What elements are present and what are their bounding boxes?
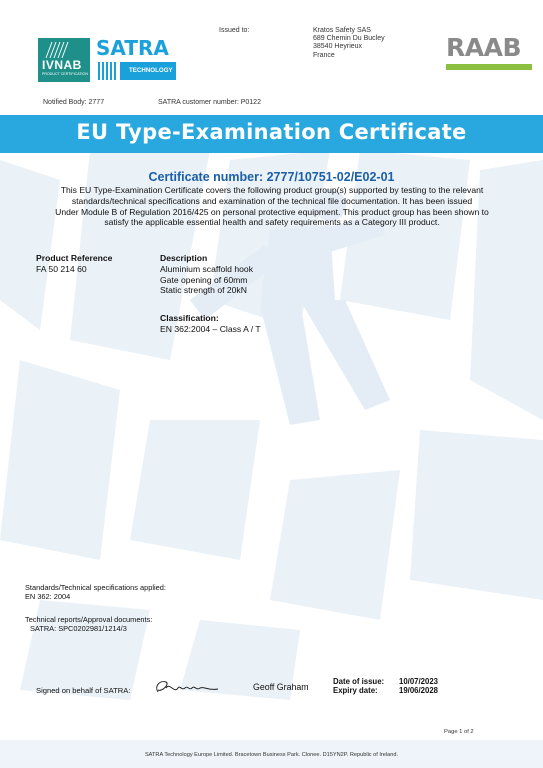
standards-block (25, 583, 166, 601)
product-reference-column (36, 253, 112, 275)
classification-value: EN 362:2004 – Class A / T (160, 323, 261, 334)
raab-logo-text: RAAB (446, 33, 522, 62)
ivnab-logo-text: IVNAB (42, 58, 82, 72)
ivnab-logo (38, 38, 90, 82)
dates-labels (333, 677, 384, 696)
certificate-number: Certificate number: 2777/10751-02/E02-01 (148, 170, 395, 184)
raab-green-bar (446, 64, 532, 70)
intro-line: satisfy the applicable essential health and safety requirements as a Category III product. (104, 217, 440, 228)
classification-label: Classification: (160, 313, 219, 323)
description-line: Static strength of 20kN (160, 285, 247, 296)
description-column (160, 253, 253, 296)
product-reference-label: Product Reference (36, 253, 113, 263)
satra-stripes (98, 62, 118, 80)
reports-label: Technical reports/Approval documents: (25, 615, 153, 624)
standards-label: Standards/Technical specifications applied: (25, 583, 166, 592)
page-number: Page 1 of 2 (444, 729, 474, 735)
address-line: 689 Chemin Du Bucley (313, 35, 385, 43)
page-title: EU Type-Examination Certificate (76, 120, 467, 144)
address-line: France (313, 51, 335, 59)
satra-logo (92, 38, 180, 82)
product-reference-value: FA 50 214 60 (36, 263, 87, 274)
expiry-date-value: 19/06/2028 (399, 686, 439, 696)
address-line: Kratos Safety SAS (313, 27, 371, 34)
description-label: Description (160, 253, 208, 263)
satra-logo-text: SATRA (96, 36, 169, 60)
issue-date-label: Date of issue: (333, 677, 385, 686)
intro-line: standards/technical specifications and examination of the technical file documentation. It has been issued (71, 195, 473, 206)
reports-value: SATRA: SPC0202981/1214/3 (30, 624, 127, 633)
intro-line: This EU Type-Examination Certificate covers the following product group(s) supported by testing to the relevant (60, 185, 484, 195)
signer-name: Geoff Graham (253, 682, 309, 692)
reports-block (25, 615, 152, 633)
address-line: 38540 Heyrieux (313, 43, 363, 51)
expiry-date-label: Expiry date: (333, 686, 378, 696)
issue-date-value: 10/07/2023 (399, 677, 439, 686)
classification-block (160, 313, 261, 335)
signed-label: Signed on behalf of SATRA: (36, 686, 131, 695)
certificate-intro (38, 185, 506, 228)
intro-line: Under Module B of Regulation 2016/425 on personal protective equipment. This product group has been shown to (55, 206, 489, 217)
description-line: Aluminium scaffold hook (160, 263, 253, 274)
issued-to-label: Issued to: (219, 27, 250, 34)
dates-values (399, 677, 438, 696)
signature-image (152, 676, 222, 698)
raab-logo (446, 33, 532, 72)
notified-body: Notified Body: 2777 (43, 99, 105, 106)
standards-value: EN 362: 2004 (25, 592, 71, 601)
footer-address: SATRA Technology Europe Limited. Bracetown Business Park. Clonee. D15YN2P. Republic of Ireland. (144, 752, 399, 758)
customer-number: SATRA customer number: P0122 (158, 99, 261, 106)
description-line: Gate opening of 60mm (160, 274, 248, 285)
issued-to-address (313, 27, 385, 60)
ivnab-tagline: PRODUCT CERTIFICATION (42, 72, 88, 76)
satra-sub-text: TECHNOLOGY (129, 67, 173, 74)
